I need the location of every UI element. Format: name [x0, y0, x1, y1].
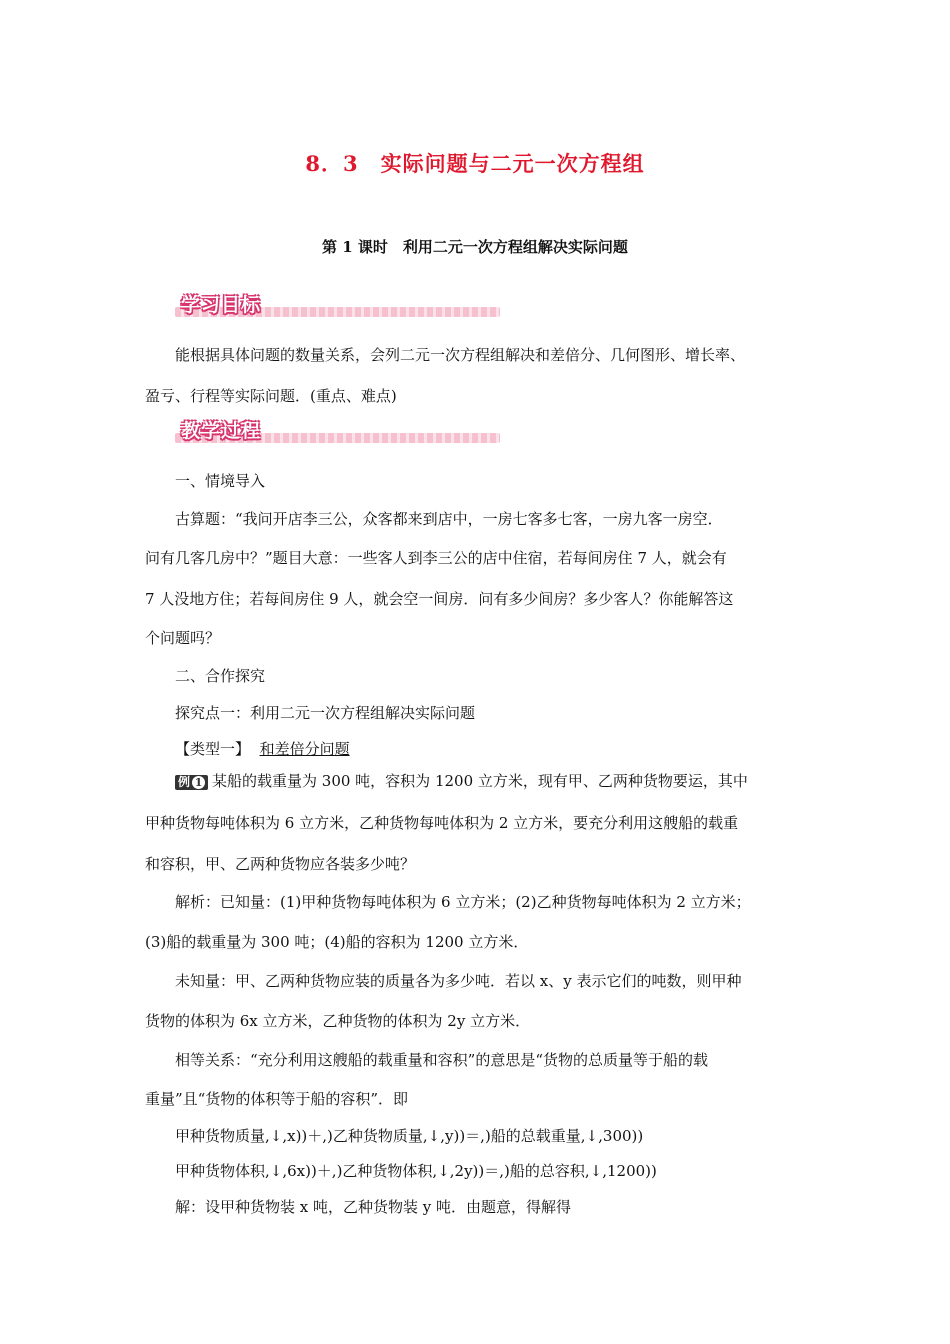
paragraph-line: 个问题吗？	[145, 629, 221, 647]
analysis-line: 解析：已知量：(1)甲种货物每吨体积为 6 立方米；(2)乙种货物每吨体积为 2 立方米；	[175, 893, 751, 911]
type-label: 【类型一】	[175, 740, 251, 758]
type-heading	[175, 739, 350, 759]
equation-line: 甲种货物体积,↓,6x))＋,)乙种货物体积,↓,2y))＝,)船的总容积,↓,1200))	[175, 1162, 657, 1180]
section-heading: 二、合作探究	[175, 667, 266, 685]
analysis-line: 重量”且“货物的体积等于船的容积”．即	[145, 1090, 409, 1108]
objectives-banner-label: 学习目标	[181, 294, 262, 316]
analysis-line: 货物的体积为 6x 立方米，乙种货物的体积为 2y 立方米．	[145, 1012, 531, 1030]
solution-line: 解：设甲种货物装 x 吨，乙种货物装 y 吨．由题意，得解得	[175, 1198, 572, 1216]
analysis-line: 相等关系：“充分利用这艘船的载重量和容积”的意思是“货物的总质量等于船的载	[175, 1051, 709, 1069]
section-heading: 一、情境导入	[175, 472, 266, 490]
lesson-subtitle: 第 1 课时 利用二元一次方程组解决实际问题	[322, 238, 628, 256]
paragraph-line: 问有几客几房中？”题目大意：一些客人到李三公的店中住宿，若每间房住 7 人，就会有	[145, 549, 727, 567]
objectives-banner	[175, 290, 500, 320]
example-badge: 例 1	[175, 775, 208, 790]
paragraph-line: 7 人没地方住；若每间房住 9 人，就会空一间房．问有多少间房？多少客人？你能解答这	[145, 590, 734, 608]
analysis-line: (3)船的载重量为 300 吨；(4)船的容积为 1200 立方米．	[145, 933, 529, 951]
explore-point: 探究点一：利用二元一次方程组解决实际问题	[175, 704, 476, 722]
paragraph-line: 古算题：“我问开店李三公，众客都来到店中，一房七客多七客，一房九客一房空．	[175, 510, 723, 528]
process-banner-label: 教学过程	[181, 420, 262, 442]
equation-line: 甲种货物质量,↓,x))＋,)乙种货物质量,↓,y))＝,)船的总载重量,↓,300))	[175, 1127, 644, 1145]
lesson-title: 8．3 实际问题与二元一次方程组	[305, 151, 645, 176]
objectives-line: 能根据具体问题的数量关系，会列二元一次方程组解决和差倍分、几何图形、增长率、	[175, 346, 746, 364]
analysis-line: 未知量：甲、乙两种货物应装的质量各为多少吨．若以 x、y 表示它们的吨数，则甲种	[175, 972, 742, 990]
example-first-line	[175, 771, 748, 791]
type-name: 和差倍分问题	[259, 740, 350, 758]
process-banner	[175, 416, 500, 446]
example-line: 和容积，甲、乙两种货物应各装多少吨？	[145, 855, 416, 873]
example-text: 某船的载重量为 300 吨，容积为 1200 立方米，现有甲、乙两种货物要运，其中	[212, 772, 748, 790]
example-line: 甲种货物每吨体积为 6 立方米，乙种货物每吨体积为 2 立方米，要充分利用这艘船的载重	[145, 814, 739, 832]
objectives-line: 盈亏、行程等实际问题．(重点、难点)	[145, 387, 397, 405]
example-number: 1	[192, 776, 205, 789]
